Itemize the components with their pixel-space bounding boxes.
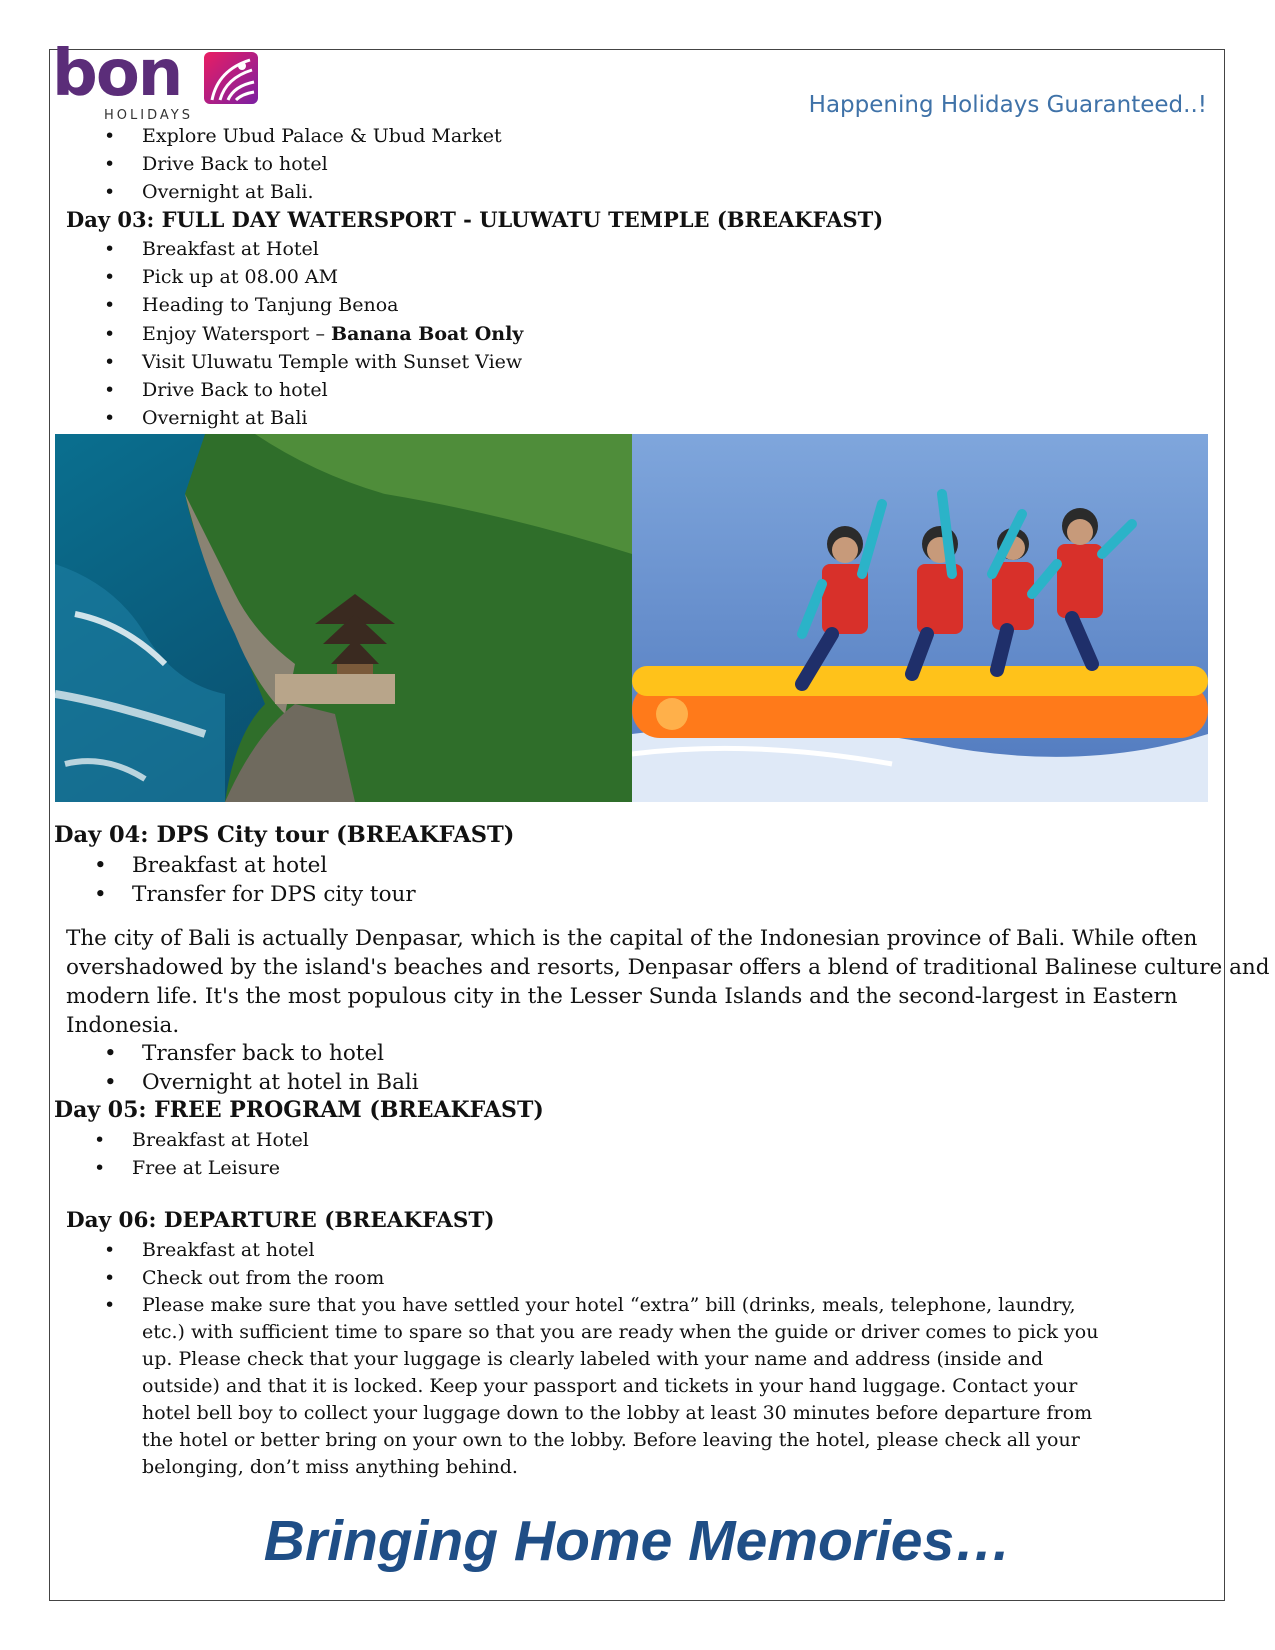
- day03-heading: Day 03: FULL DAY WATERSPORT - ULUWATU TEMPLE (BREAKFAST): [66, 207, 884, 232]
- day02-activity-list: [104, 122, 502, 207]
- list-item: • Visit Uluwatu Temple with Sunset View: [142, 348, 523, 376]
- list-item: • Overnight at hotel in Bali: [104, 1070, 419, 1095]
- paragraph-line: modern life. It's the most populous city in the Lesser Sunda Islands and the second-largest in Eastern: [66, 984, 1178, 1009]
- bullet-icon: •: [94, 853, 107, 878]
- day06-heading: Day 06: DEPARTURE (BREAKFAST): [66, 1208, 495, 1233]
- list-item: • Transfer for DPS city tour: [94, 882, 416, 907]
- bullet-icon: •: [104, 1294, 116, 1317]
- watersport-highlight: Banana Boat Only: [331, 322, 524, 345]
- bullet-icon: •: [104, 1239, 116, 1261]
- bullet-icon: •: [94, 882, 107, 907]
- logo-subtext: HOLIDAYS: [104, 108, 193, 123]
- denpasar-description: [66, 924, 1270, 1040]
- bullet-icon: •: [104, 294, 116, 317]
- bullet-icon: •: [104, 238, 116, 260]
- list-item: • Breakfast at Hotel: [142, 235, 523, 263]
- bullet-icon: •: [104, 1267, 116, 1290]
- bullet-icon: •: [104, 1070, 117, 1095]
- list-item: • Free at Leisure: [132, 1154, 309, 1182]
- photo-strip: [55, 434, 1208, 802]
- bullet-icon: •: [104, 125, 116, 147]
- day06-activity-list: [104, 1236, 1122, 1481]
- paragraph-line: overshadowed by the island's beaches and resorts, Denpasar offers a blend of traditional Balinese culture and: [66, 955, 1270, 980]
- day04-activity-list: [94, 851, 416, 909]
- bullet-icon: •: [104, 1041, 117, 1066]
- uluwatu-temple-photo: [55, 434, 632, 802]
- paragraph-line: Indonesia.: [66, 1013, 180, 1038]
- list-item: • Heading to Tanjung Benoa: [142, 291, 523, 319]
- bullet-icon: •: [104, 181, 116, 204]
- list-item: • Drive Back to hotel: [142, 150, 502, 178]
- bullet-icon: •: [104, 350, 116, 373]
- brand-logo: [52, 37, 262, 126]
- day03-activity-list: [104, 235, 524, 432]
- banana-boat-photo: [632, 434, 1208, 802]
- bullet-icon: •: [104, 322, 116, 345]
- bullet-icon: •: [104, 266, 116, 289]
- bullet-icon: •: [104, 407, 116, 430]
- list-item: • Breakfast at hotel: [142, 1236, 1122, 1264]
- logo-wordmark: bon: [52, 37, 182, 111]
- departure-note: • Please make sure that you have settled your hotel “extra” bill (drinks, meals, telephone, laundry, etc.) with sufficient time to spare so that you are ready when the guide or driver comes to pick you up. Please check that your luggage is clearly labeled with your name and address (inside and outside) and that it is locked. Keep your passport and tickets in your hand luggage. Contact your hotel bell boy to collect your luggage down to the lobby at least 30 minutes before departure from the hotel or better bring on your own to the lobby. Before leaving the hotel, please check all your belonging, don’t miss anything behind.: [104, 1294, 1099, 1479]
- list-item: • Breakfast at Hotel: [132, 1126, 309, 1154]
- bullet-icon: •: [94, 1157, 106, 1180]
- tagline: Happening Holidays Guaranteed..!: [808, 92, 1207, 118]
- day05-activity-list: [94, 1126, 309, 1182]
- closing-slogan: Bringing Home Memories…: [263, 1509, 1012, 1573]
- list-item: • Pick up at 08.00 AM: [142, 263, 523, 291]
- bullet-icon: •: [104, 379, 116, 402]
- list-item: • Transfer back to hotel: [104, 1041, 385, 1066]
- list-item: • Explore Ubud Palace & Ubud Market: [142, 122, 502, 150]
- list-item: • Overnight at Bali: [142, 404, 523, 432]
- day04-heading: Day 04: DPS City tour (BREAKFAST): [54, 822, 515, 848]
- day04-activity-list-after: [104, 1039, 419, 1097]
- list-item: • Enjoy Watersport – Banana Boat Only: [142, 320, 523, 348]
- bullet-icon: •: [94, 1129, 106, 1151]
- list-item: • Check out from the room: [142, 1264, 1122, 1292]
- logo-shell-icon: [204, 52, 258, 104]
- list-item: • Breakfast at hotel: [94, 853, 328, 878]
- paragraph-line: The city of Bali is actually Denpasar, which is the capital of the Indonesian province of Bali. While often: [66, 926, 1198, 951]
- day05-heading: Day 05: FREE PROGRAM (BREAKFAST): [54, 1097, 544, 1123]
- bullet-icon: •: [104, 153, 116, 176]
- list-item: • Overnight at Bali.: [142, 178, 502, 206]
- list-item: • Drive Back to hotel: [142, 376, 523, 404]
